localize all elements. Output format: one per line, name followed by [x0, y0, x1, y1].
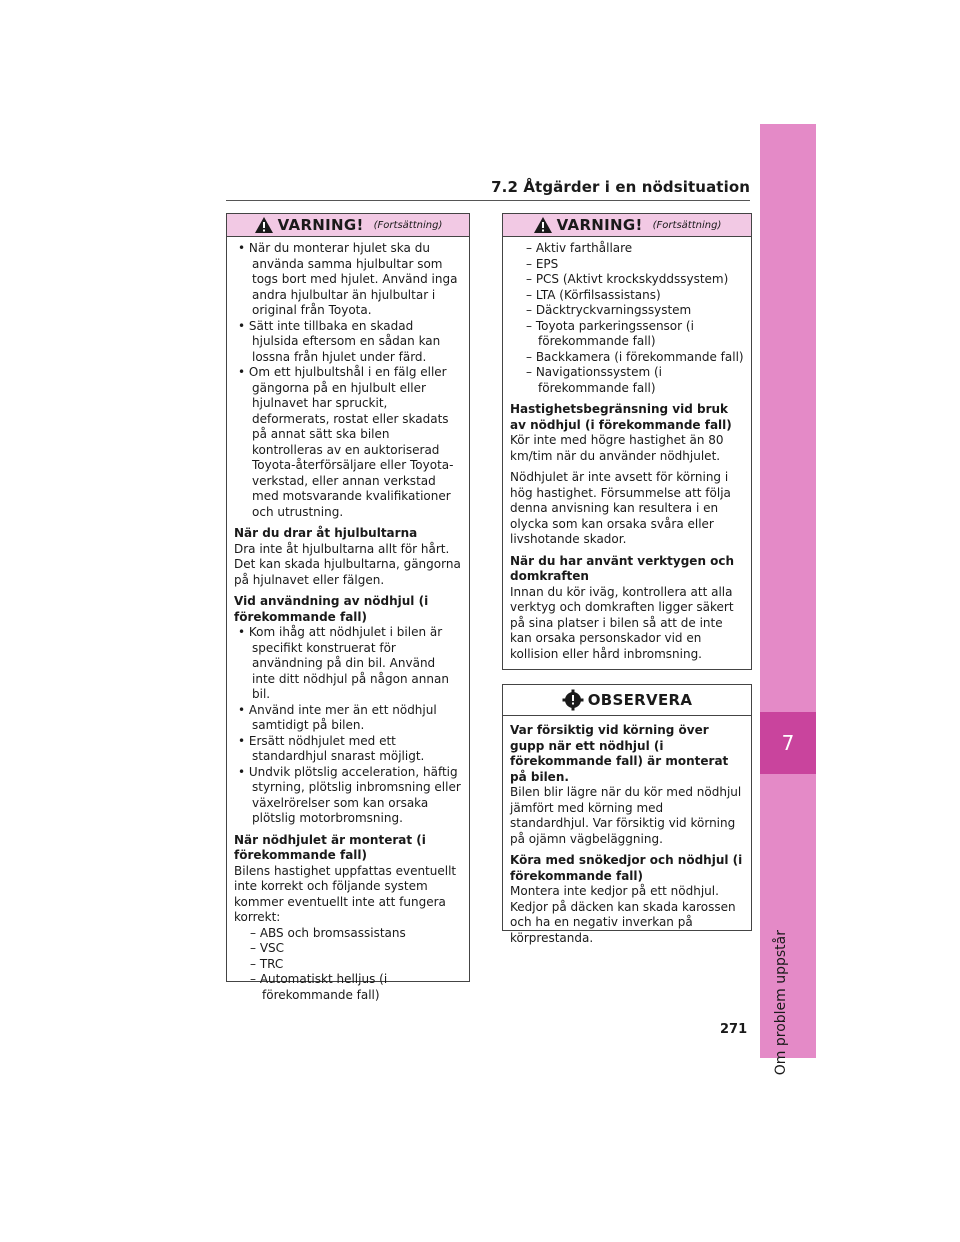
paragraph: Kör inte med högre hastighet än 80 km/tim när du använder nödhjulet.: [510, 433, 724, 463]
subheading: När du har använt verktygen och domkraften: [510, 553, 735, 583]
paragraph: Nödhjulet är inte avsett för körning i hög hastighet. Försummelse att följa denna anvisning kan resultera i en olycka som kan orsaka svåra eller livshotande skador.: [510, 470, 731, 546]
notice-body: [503, 716, 751, 958]
list-item: – EPS: [526, 256, 559, 271]
list-item: • Undvik plötslig acceleration, häftig styrning, plötslig inbromsning eller växelrörelser som kan orsaka plötslig motorbromsning.: [238, 764, 461, 825]
header-rule: [226, 200, 750, 201]
notice-header: [503, 685, 751, 716]
subheading: När du drar åt hjulbultarna: [234, 526, 418, 540]
notice-title: OBSERVERA: [587, 691, 693, 709]
chapter-tab: [760, 124, 816, 1058]
list-item: – VSC: [250, 941, 285, 955]
paragraph: Bilens hastighet uppfattas eventuellt inte korrekt och följande system kommer eventuellt inte att fungera korrekt:: [234, 863, 457, 924]
warning-header: [227, 214, 469, 237]
list-item: • Kom ihåg att nödhjulet i bilen är specifikt konstruerat för användning på din bil. Använd inte ditt nödhjul på någon annan bil.: [238, 625, 449, 701]
notice-icon: [562, 689, 584, 711]
list-item: – Aktiv farthållare: [526, 241, 633, 255]
paragraph: Bilen blir lägre när du kör med nödhjul jämfört med körning med standardhjul. Var försiktig vid körning på ojämn vägbeläggning.: [510, 785, 742, 846]
subheading: När nödhjulet är monterat (i förekommande fall): [234, 832, 426, 862]
list-item: – Däcktryckvarningssystem: [526, 303, 692, 317]
list-item: • Ersätt nödhjulet med ett standardhjul snarast möjligt.: [238, 733, 425, 763]
chapter-label: Om problem uppstår: [773, 930, 789, 1076]
list-item: – Navigationssystem (i förekommande fall): [526, 365, 663, 395]
subheading: Hastighetsbegränsning vid bruk av nödhjul (i förekommande fall): [510, 402, 732, 432]
paragraph: Dra inte åt hjulbultarna allt för hårt. Det kan skada hjulbultarna, gängorna på hjulnavet eller fälgen.: [234, 541, 461, 587]
warning-title: VARNING!: [277, 216, 364, 234]
list-item: – Toyota parkeringssensor (i förekommande fall): [526, 318, 694, 348]
warning-icon: [533, 216, 553, 234]
warning-icon: [254, 216, 274, 234]
warning-body: [227, 237, 469, 1009]
paragraph: Innan du kör iväg, kontrollera att alla verktyg och domkraften ligger säkert på sina platser i bilen så att de inte kan orsaka personskador vid en kollision eller hård inbromsning.: [510, 584, 734, 661]
list-item: – Automatiskt helljus (i förekommande fall): [250, 972, 388, 1002]
list-item: – PCS (Aktivt krockskyddssystem): [526, 272, 729, 286]
warning-subtitle: (Fortsättning): [373, 219, 443, 231]
subheading: Var försiktig vid körning över gupp när ett nödhjul (i förekommande fall) är monterat på bilen.: [510, 723, 729, 784]
warning-box-left: [226, 213, 470, 1002]
subheading: Köra med snökedjor och nödhjul (i förekommande fall): [510, 853, 743, 883]
subheading: Vid användning av nödhjul (i förekommande fall): [234, 594, 429, 624]
list-item: – TRC: [250, 956, 284, 971]
warning-body: [503, 237, 751, 674]
paragraph: Montera inte kedjor på ett nödhjul. Kedjor på däcken kan skada karossen och ha en negativ inverkan på körprestanda.: [510, 884, 736, 945]
list-item: – LTA (Körfilsassistans): [526, 287, 661, 302]
warning-subtitle: (Fortsättning): [652, 219, 722, 231]
section-title: 7.2 Åtgärder i en nödsituation: [491, 178, 750, 196]
list-item: • Använd inte mer än ett nödhjul samtidigt på bilen.: [238, 702, 437, 732]
warning-title: VARNING!: [556, 216, 643, 234]
list-item: • När du monterar hjulet ska du använda samma hjulbultar som togs bort med hjulet. Använd inga andra hjulbultar än hjulbultar i original från Toyota.: [238, 241, 458, 317]
list-item: • Om ett hjulbultshål i en fälg eller gängorna på en hjulbult eller hjulnavet har spruckit, deformerats, rostat eller skadats på annat sätt ska bilen kontrolleras av en auktoriserad Toyota-återförsäljare eller Toyota-verkstad, eller annan verkstad med motsvarande kvalifikationer och utrustning.: [238, 365, 454, 519]
page-number: 271: [720, 1022, 748, 1037]
warning-box-right: [502, 213, 752, 670]
chapter-number: 7: [760, 712, 816, 774]
list-item: – ABS och bromsassistans: [250, 925, 406, 940]
list-item: • Sätt inte tillbaka en skadad hjulsida eftersom en sådan kan lossna från hjulet under färd.: [238, 318, 441, 364]
warning-header: [503, 214, 751, 237]
list-item: – Backkamera (i förekommande fall): [526, 349, 744, 364]
notice-box: [502, 684, 752, 945]
